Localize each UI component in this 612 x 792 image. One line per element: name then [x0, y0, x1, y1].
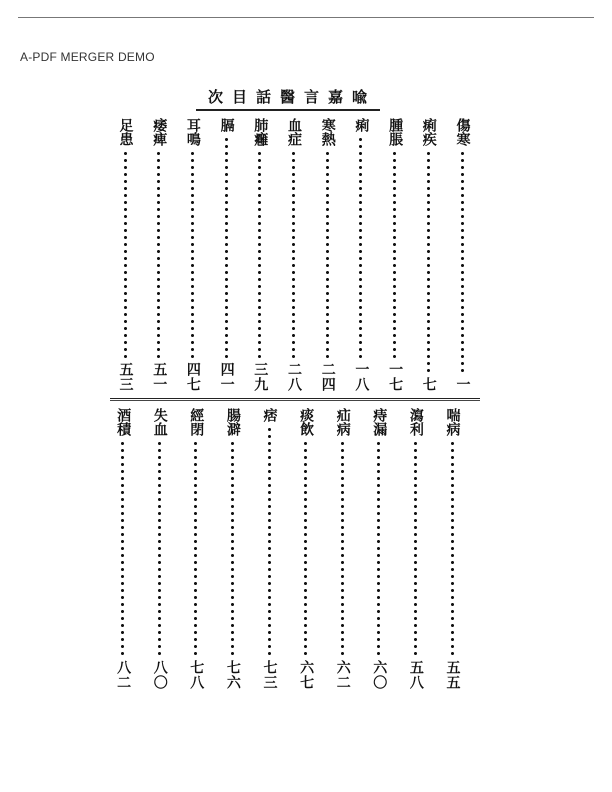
toc-entry [282, 118, 306, 392]
toc-entry-title: 腸澼 [224, 408, 241, 436]
toc-entry-page-number: 一七 [387, 362, 404, 392]
demo-watermark-label: A-PDF MERGER DEMO [20, 50, 155, 64]
toc-entry [330, 408, 354, 690]
toc-leader-dots [121, 440, 124, 656]
toc-entry [111, 408, 135, 690]
toc-leader-dots [258, 150, 261, 358]
toc-entry-page-number: 五五 [444, 660, 461, 690]
toc-entry-page-number: 二四 [319, 362, 336, 392]
toc-entry-title: 經閉 [188, 408, 205, 436]
toc-entry [147, 118, 171, 392]
toc-entry [294, 408, 318, 690]
toc-entry-title: 寒熱 [319, 118, 336, 146]
toc-leader-dots [158, 440, 161, 656]
toc-entry [367, 408, 391, 690]
toc-leader-dots [225, 136, 228, 358]
toc-leader-dots [326, 150, 329, 358]
toc-entry-page-number: 一 [454, 377, 471, 392]
toc-leader-dots [292, 150, 295, 358]
toc-entry [349, 118, 373, 392]
toc-entry-page-number: 四七 [184, 362, 201, 392]
toc-leader-dots [377, 440, 380, 656]
toc-entry-page-number: 六二 [334, 660, 351, 690]
top-divider [18, 17, 594, 18]
toc-entry-page-number: 六七 [298, 660, 315, 690]
toc-leader-dots [191, 150, 194, 358]
toc-entry [113, 118, 137, 392]
toc-entry-title: 瀉利 [407, 408, 424, 436]
toc-entry-title: 疝病 [334, 408, 351, 436]
toc-entry [220, 408, 244, 690]
toc-entry-title: 痢 [353, 118, 370, 132]
toc-leader-dots [427, 150, 430, 373]
toc-leader-dots [451, 440, 454, 656]
toc-entry-title: 足患 [117, 118, 134, 146]
title-underline [196, 109, 380, 111]
toc-entry-page-number: 四一 [218, 362, 235, 392]
toc-entry-title: 失血 [151, 408, 168, 436]
toc-entry-page-number: 七三 [261, 660, 278, 690]
toc-entry [147, 408, 171, 690]
toc-entry-page-number: 八二 [115, 660, 132, 690]
toc-leader-dots [304, 440, 307, 656]
toc-leader-dots [341, 440, 344, 656]
toc-entry-title: 痢疾 [420, 118, 437, 146]
toc-entry-page-number: 八〇 [151, 660, 168, 690]
section-divider [110, 398, 480, 399]
toc-entry [403, 408, 427, 690]
toc-entry-page-number: 五一 [151, 362, 168, 392]
toc-entry-page-number: 七八 [188, 660, 205, 690]
toc-entry-title: 痿痺 [151, 118, 168, 146]
toc-entry [184, 408, 208, 690]
toc-entry [214, 118, 238, 392]
toc-entry-title: 膈 [218, 118, 235, 132]
toc-entry-title: 酒積 [115, 408, 132, 436]
toc-entry-title: 腫脹 [387, 118, 404, 146]
toc-entry [416, 118, 440, 392]
page-title: 喩嘉言醫話目次 [207, 88, 376, 106]
toc-entry-title: 傷寒 [454, 118, 471, 146]
toc-entry [315, 118, 339, 392]
toc-leader-dots [157, 150, 160, 358]
toc-leader-dots [414, 440, 417, 656]
toc-leader-dots [231, 440, 234, 656]
toc-entry-title: 痰飲 [298, 408, 315, 436]
toc-entry-title: 痞 [261, 408, 278, 422]
toc-entry-title: 痔漏 [371, 408, 388, 436]
toc-entry-title: 耳鳴 [184, 118, 201, 146]
toc-entry-page-number: 六〇 [371, 660, 388, 690]
toc-entry-page-number: 二八 [286, 362, 302, 392]
toc-entry [383, 118, 407, 392]
toc-entry-title: 肺癰 [252, 118, 269, 146]
toc-leader-dots [461, 150, 464, 373]
section-divider-double [110, 400, 480, 401]
toc-leader-dots [194, 440, 197, 656]
toc-leader-dots [124, 150, 127, 358]
toc-entry [248, 118, 272, 392]
toc-leader-dots [359, 136, 362, 358]
toc-entry-title: 血症 [286, 118, 302, 146]
toc-entry-page-number: 七六 [224, 660, 241, 690]
toc-entry-page-number: 一八 [353, 362, 370, 392]
toc-entry-page-number: 五八 [407, 660, 424, 690]
toc-entry [440, 408, 464, 690]
toc-entry-page-number: 五三 [117, 362, 134, 392]
toc-leader-dots [393, 150, 396, 358]
toc-entry-page-number: 七 [420, 377, 437, 392]
toc-entry [450, 118, 474, 392]
toc-entry [257, 408, 281, 690]
toc-entry-page-number: 三九 [252, 362, 269, 392]
toc-entry [180, 118, 204, 392]
toc-entry-title: 喘病 [444, 408, 461, 436]
toc-leader-dots [268, 426, 271, 656]
